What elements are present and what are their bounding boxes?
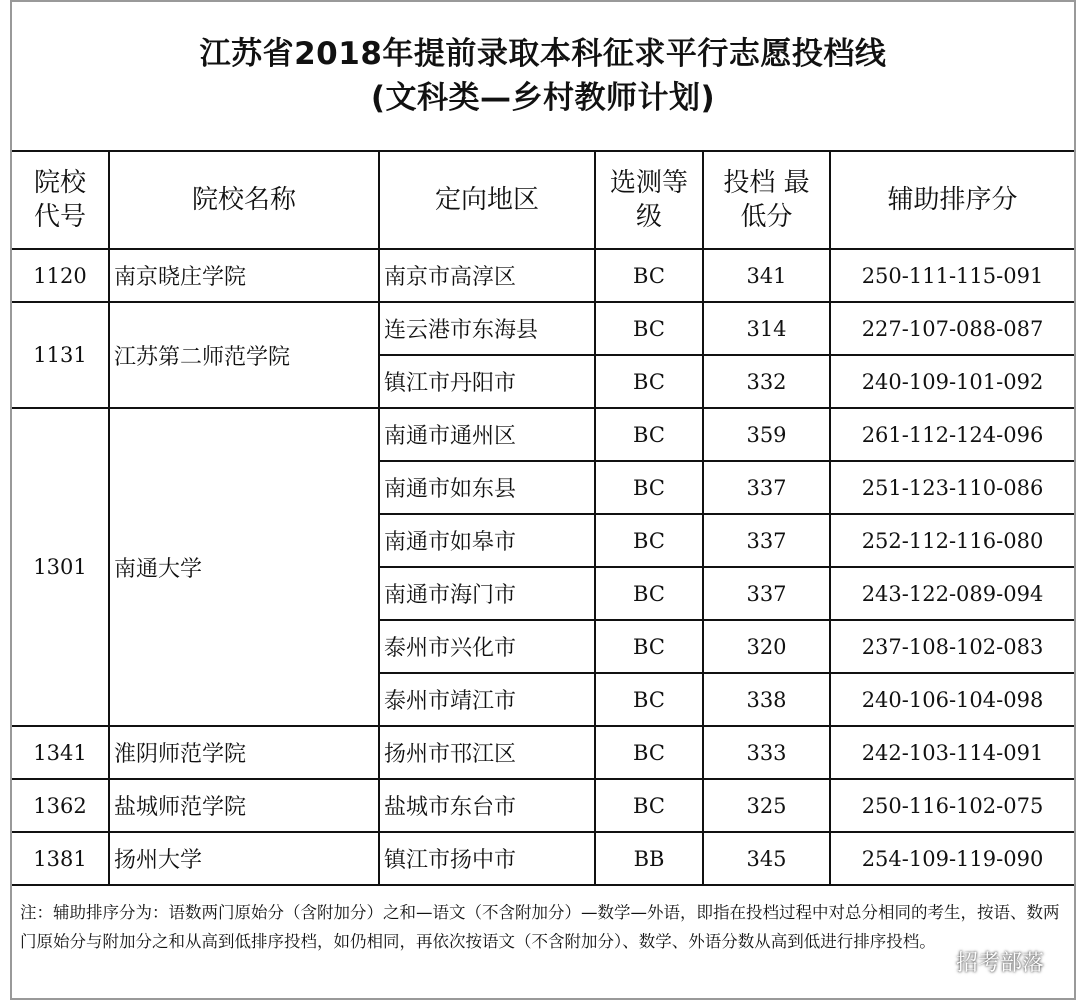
cell-score: 314 (703, 302, 830, 355)
cell-score: 332 (703, 355, 830, 408)
cell-school-code: 1341 (12, 726, 109, 779)
cell-aux: 240-106-104-098 (830, 673, 1074, 726)
title-subtitle: (文科类—乡村教师计划) (370, 80, 716, 116)
cell-region: 连云港市东海县 (379, 302, 595, 355)
cell-school-name: 江苏第二师范学院 (109, 302, 379, 408)
cell-region: 盐城市东台市 (379, 779, 595, 832)
title-block (12, 2, 1074, 150)
header-score-line2: 低分 (740, 202, 793, 232)
table-row (12, 779, 1074, 832)
cell-score: 345 (703, 832, 830, 885)
wechat-icon (920, 949, 950, 975)
header-code (12, 151, 109, 249)
cell-grade: BC (595, 461, 703, 514)
watermark-text: 招考部落 (955, 951, 1044, 976)
cell-aux: 240-109-101-092 (830, 355, 1074, 408)
cell-grade: BB (595, 832, 703, 885)
cell-grade: BC (595, 302, 703, 355)
cell-region: 泰州市靖江市 (379, 673, 595, 726)
cell-school-name: 盐城师范学院 (109, 779, 379, 832)
cell-school-name: 淮阴师范学院 (109, 726, 379, 779)
header-grade-line1: 选测等 (609, 168, 688, 198)
cell-aux: 227-107-088-087 (830, 302, 1074, 355)
cell-aux: 237-108-102-083 (830, 620, 1074, 673)
cell-region: 南通市通州区 (379, 408, 595, 461)
cell-score: 359 (703, 408, 830, 461)
cell-school-code: 1120 (12, 249, 109, 302)
cell-score: 320 (703, 620, 830, 673)
cell-region: 镇江市丹阳市 (379, 355, 595, 408)
table-row (12, 302, 1074, 355)
cell-region: 南通市如东县 (379, 461, 595, 514)
header-region: 定向地区 (379, 151, 595, 249)
table-body (12, 249, 1074, 885)
cell-region: 泰州市兴化市 (379, 620, 595, 673)
cell-score: 341 (703, 249, 830, 302)
title-main: 江苏省2018年提前录取本科征求平行志愿投档线 (199, 36, 887, 72)
cell-aux: 251-123-110-086 (830, 461, 1074, 514)
header-aux: 辅助排序分 (830, 151, 1074, 249)
cell-grade: BC (595, 673, 703, 726)
cell-grade: BC (595, 620, 703, 673)
header-grade (595, 151, 703, 249)
cell-grade: BC (595, 567, 703, 620)
cell-grade: BC (595, 408, 703, 461)
watermark (920, 946, 1044, 977)
header-score-line1: 投档 最 (723, 168, 810, 198)
table-row (12, 408, 1074, 461)
cell-aux: 254-109-119-090 (830, 832, 1074, 885)
cell-aux: 261-112-124-096 (830, 408, 1074, 461)
header-code-line1: 院校 (33, 168, 86, 198)
cell-grade: BC (595, 514, 703, 567)
cell-grade: BC (595, 779, 703, 832)
header-grade-line2: 级 (635, 202, 662, 232)
cell-school-code: 1362 (12, 779, 109, 832)
cell-grade: BC (595, 355, 703, 408)
cell-school-code: 1131 (12, 302, 109, 408)
cell-aux: 242-103-114-091 (830, 726, 1074, 779)
cell-score: 333 (703, 726, 830, 779)
score-table (12, 150, 1074, 886)
footnote: 注：辅助排序分为：语数两门原始分（含附加分）之和—语文（不含附加分）—数学—外语，即指在投档过程中对总分相同的考生，按语、数两门原始分与附加分之和从高到低排序投档，如仍相同，再依次按语文（不含附加分）、数学、外语分数从高到低进行排序投档。 (20, 903, 1060, 951)
cell-school-code: 1301 (12, 408, 109, 726)
cell-aux: 252-112-116-080 (830, 514, 1074, 567)
cell-aux: 243-122-089-094 (830, 567, 1074, 620)
table-row (12, 832, 1074, 885)
table-header-row (12, 151, 1074, 249)
cell-region: 镇江市扬中市 (379, 832, 595, 885)
cell-score: 337 (703, 461, 830, 514)
cell-aux: 250-116-102-075 (830, 779, 1074, 832)
header-score (703, 151, 830, 249)
cell-region: 南通市海门市 (379, 567, 595, 620)
cell-school-name: 扬州大学 (109, 832, 379, 885)
cell-school-name: 南通大学 (109, 408, 379, 726)
cell-region: 南京市高淳区 (379, 249, 595, 302)
table-row (12, 249, 1074, 302)
header-code-line2: 代号 (33, 202, 86, 232)
cell-region: 扬州市邗江区 (379, 726, 595, 779)
header-name: 院校名称 (109, 151, 379, 249)
cell-school-name: 南京晓庄学院 (109, 249, 379, 302)
cell-score: 337 (703, 567, 830, 620)
cell-score: 338 (703, 673, 830, 726)
cell-aux: 250-111-115-091 (830, 249, 1074, 302)
cell-grade: BC (595, 726, 703, 779)
cell-score: 337 (703, 514, 830, 567)
cell-score: 325 (703, 779, 830, 832)
cell-region: 南通市如皋市 (379, 514, 595, 567)
cell-school-code: 1381 (12, 832, 109, 885)
table-row (12, 726, 1074, 779)
document-page (10, 0, 1076, 1000)
cell-grade: BC (595, 249, 703, 302)
